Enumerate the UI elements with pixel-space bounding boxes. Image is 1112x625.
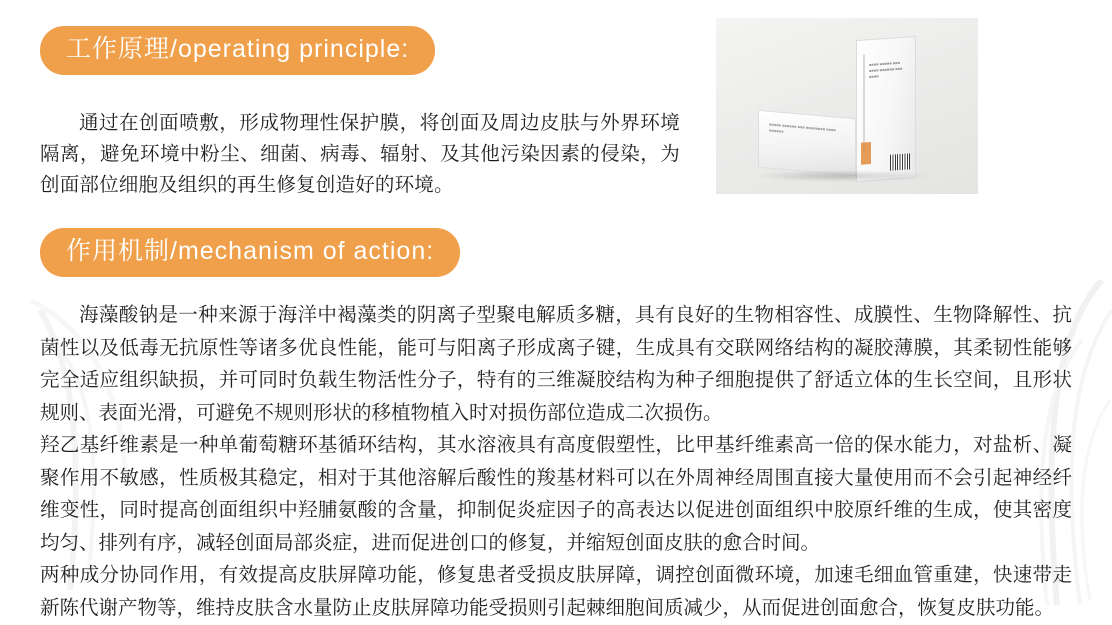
- mechanism-paragraph-3: 两种成分协同作用，有效提高皮肤屏障功能，修复患者受损皮肤屏障，调控创面微环境，加速毛细血管重建，快速带走新陈代谢产物等，维持皮肤含水量防止皮肤屏障功能受损则引起棘细胞间质减少，从而促进创面愈合，恢复皮肤功能。: [40, 565, 1072, 619]
- section-heading-label: 工作原理/operating principle:: [40, 26, 435, 75]
- section-heading-label: 作用机制/mechanism of action:: [40, 228, 460, 277]
- product-packaging-photo: [716, 18, 978, 194]
- product-box-tall-text: ■■■■ ■■■■■ ■■■ ■■■■ ■■■■■■ ■■■ ■■■■: [869, 60, 903, 80]
- section-heading-mechanism-of-action: [40, 228, 460, 277]
- photo-shadow: [752, 170, 932, 182]
- product-box-flat-text: ■■■■■ ■■■■■■ ■■■ ■■■■■■■■ ■■■■ ■■■■■■: [769, 121, 836, 134]
- product-box-flat: [758, 110, 856, 177]
- mechanism-of-action-body: [40, 300, 1072, 625]
- product-box-accent-tab: [861, 142, 871, 165]
- section-heading-operating-principle: [40, 26, 435, 75]
- operating-principle-paragraph: 通过在创面喷敷，形成物理性保护膜，将创面及周边皮肤与外界环境隔离，避免环境中粉尘、细菌、病毒、辐射、及其他污染因素的侵染，为创面部位细胞及组织的再生修复创造好的环境。: [40, 113, 680, 196]
- barcode-icon: [890, 153, 910, 170]
- mechanism-paragraph-2: 羟乙基纤维素是一种单葡萄糖环基循环结构，其水溶液具有高度假塑性，比甲基纤维素高一倍的保水能力，对盐析、凝聚作用不敏感，性质极其稳定，相对于其他溶解后酸性的羧基材料可以在外周神经周围直接大量使用而不会引起神经纤维变性，同时提高创面组织中羟脯氨酸的含量，抑制促炎症因子的高表达以促进创面组织中胶原纤维的生成，使其密度均匀、排列有序，减轻创面局部炎症，进而促进创口的修复，并缩短创面皮肤的愈合时间。: [40, 435, 1072, 554]
- mechanism-paragraph-1: 海藻酸钠是一种来源于海洋中褐藻类的阴离子型聚电解质多糖，具有良好的生物相容性、成膜性、生物降解性、抗菌性以及低毒无抗原性等诸多优良性能，能可与阳离子形成离子键，生成具有交联网络结构的凝胶薄膜，其柔韧性能够完全适应组织缺损，并可同时负载生物活性分子，特有的三维凝胶结构为种子细胞提供了舒适立体的生长空间，且形状规则、表面光滑，可避免不规则形状的移植物植入时对损伤部位造成二次损伤。: [40, 305, 1072, 424]
- product-box-tall: [856, 36, 916, 182]
